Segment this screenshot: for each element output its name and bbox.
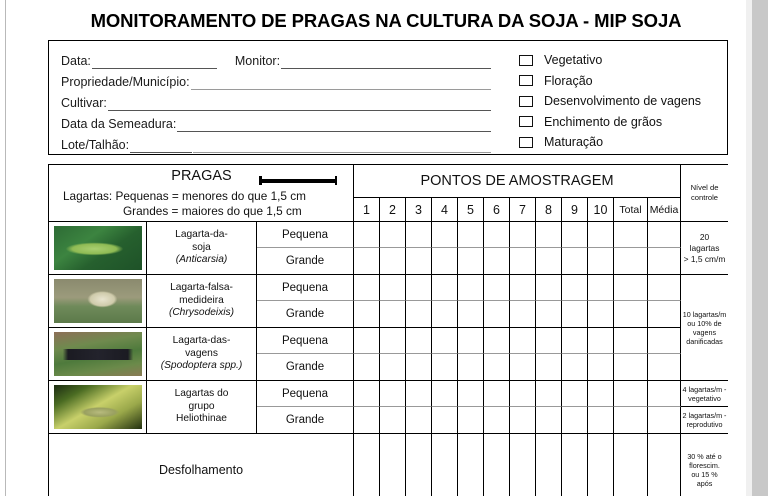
field-row-data-monitor: [61, 48, 491, 69]
input-propriedade-municipio[interactable]: [191, 77, 491, 90]
input-cell-total[interactable]: [614, 275, 648, 301]
input-cell[interactable]: [432, 381, 458, 407]
input-cell[interactable]: [406, 222, 432, 248]
col-header-9: 9: [562, 198, 588, 222]
input-cell[interactable]: [536, 275, 562, 301]
col-header-media: Média: [648, 198, 681, 222]
input-cell-total[interactable]: [614, 381, 648, 407]
control-level-line: 30 % até o: [687, 451, 722, 461]
label-lote-talhao: Lote/Talhão:: [61, 138, 130, 152]
input-monitor[interactable]: [281, 56, 491, 69]
input-cell[interactable]: [406, 354, 432, 381]
control-level-line: 20: [699, 231, 710, 242]
table-row-name-chrysodeixis: [147, 275, 257, 328]
input-cell[interactable]: [354, 354, 380, 381]
input-cell[interactable]: [536, 328, 562, 354]
input-cell[interactable]: [536, 434, 562, 496]
caterpillar-size-legend: [63, 189, 348, 218]
input-cell[interactable]: [484, 434, 510, 496]
input-cell-media[interactable]: [648, 434, 681, 496]
table-row-photo-spodoptera: [49, 328, 147, 381]
input-cell[interactable]: [562, 222, 588, 248]
header-nivel-controle: Nível de controle: [681, 165, 728, 222]
input-data[interactable]: [92, 56, 217, 69]
anticarsia-caterpillar-photo: [54, 226, 142, 270]
input-cell[interactable]: [510, 248, 536, 275]
input-cell[interactable]: [380, 328, 406, 354]
input-cell[interactable]: [562, 381, 588, 407]
pest-name-line-2: soja: [192, 241, 211, 253]
growth-stage-checklist: [519, 50, 724, 153]
input-cell[interactable]: [380, 248, 406, 275]
input-cell[interactable]: [588, 434, 614, 496]
heliothinae-caterpillar-photo: [54, 385, 142, 429]
input-cell[interactable]: [380, 407, 406, 434]
input-cell[interactable]: [588, 407, 614, 434]
input-cell[interactable]: [562, 248, 588, 275]
input-cell[interactable]: [354, 381, 380, 407]
input-cell[interactable]: [406, 275, 432, 301]
field-row-propriedade: [61, 69, 491, 90]
input-cell[interactable]: [510, 301, 536, 328]
input-cell[interactable]: [588, 222, 614, 248]
input-cell[interactable]: [562, 354, 588, 381]
table-row-photo-anticarsia: [49, 222, 147, 275]
input-cell[interactable]: [484, 354, 510, 381]
input-cell[interactable]: [588, 328, 614, 354]
input-cell[interactable]: [406, 381, 432, 407]
checkbox-floracao[interactable]: [519, 75, 533, 86]
label-data: Data:: [61, 54, 91, 68]
control-level-line: reprodutivo: [686, 420, 723, 429]
input-cell[interactable]: [458, 381, 484, 407]
input-cell[interactable]: [354, 275, 380, 301]
pest-name-line-2: grupo: [188, 400, 215, 412]
input-cell[interactable]: [562, 275, 588, 301]
control-level-line: danificadas: [686, 336, 723, 346]
pest-name-line-2: vagens: [185, 347, 218, 359]
input-cell[interactable]: [588, 301, 614, 328]
stage-item-desenvolvimento-vagens[interactable]: [519, 91, 724, 112]
row-label-desfolhamento: Desfolhamento: [49, 434, 354, 496]
header-pontos-amostragem: PONTOS DE AMOSTRAGEM: [354, 165, 681, 198]
control-level-line: 2 lagartas/m -: [682, 411, 727, 420]
input-cell[interactable]: [484, 301, 510, 328]
input-cell[interactable]: [406, 434, 432, 496]
input-data-semeadura[interactable]: [177, 119, 491, 132]
pest-name-line-3: Heliothinae: [176, 413, 227, 425]
control-level-heliothinae-vegetativo: [681, 381, 728, 407]
input-cell[interactable]: [484, 222, 510, 248]
input-cell[interactable]: [484, 275, 510, 301]
monitoring-table: [48, 164, 728, 496]
input-cell[interactable]: [458, 222, 484, 248]
input-cell[interactable]: [354, 407, 380, 434]
header-pragas: [49, 165, 354, 222]
input-cell[interactable]: [380, 275, 406, 301]
control-level-anticarsia: [681, 222, 728, 275]
control-level-line: > 1,5 cm/m: [683, 253, 726, 264]
checkbox-enchimento-graos[interactable]: [519, 116, 533, 127]
col-header-3: 3: [406, 198, 432, 222]
input-cell[interactable]: [510, 275, 536, 301]
control-level-desfolhamento: [681, 434, 728, 496]
legend-line-small: Lagartas: Pequenas = menores do que 1,5 cm: [63, 189, 306, 203]
col-header-2: 2: [380, 198, 406, 222]
input-cell[interactable]: [458, 354, 484, 381]
control-level-line: ou 10% de: [687, 318, 722, 328]
table-row-name-anticarsia: [147, 222, 257, 275]
input-cell[interactable]: [354, 222, 380, 248]
input-cell[interactable]: [406, 301, 432, 328]
input-lote-talhao[interactable]: [130, 140, 192, 153]
pest-name-line-1: Lagarta-da-: [175, 229, 228, 241]
col-header-5: 5: [458, 198, 484, 222]
page-title: MONITORAMENTO DE PRAGAS NA CULTURA DA SOJA - MIP SOJA: [90, 10, 682, 31]
col-header-10: 10: [588, 198, 614, 222]
checkbox-maturacao[interactable]: [519, 137, 533, 148]
control-level-line: 4 lagartas/m -: [682, 384, 727, 394]
input-cell[interactable]: [406, 407, 432, 434]
pest-scientific-name: (Spodoptera spp.): [160, 360, 243, 372]
input-cell[interactable]: [380, 354, 406, 381]
input-cell-total[interactable]: [614, 301, 648, 328]
input-cell[interactable]: [536, 381, 562, 407]
col-header-6: 6: [484, 198, 510, 222]
input-cell-total[interactable]: [614, 328, 648, 354]
input-cell[interactable]: [562, 407, 588, 434]
input-cell[interactable]: [458, 407, 484, 434]
table-row-photo-heliothinae: [49, 381, 147, 434]
input-cell[interactable]: [562, 328, 588, 354]
control-level-spodoptera: [681, 275, 728, 381]
input-cell[interactable]: [432, 328, 458, 354]
input-cell-media[interactable]: [648, 354, 681, 381]
input-cultivar[interactable]: [108, 98, 491, 111]
input-cell[interactable]: [536, 354, 562, 381]
spodoptera-caterpillar-photo: [54, 332, 142, 376]
pest-name-line-1: Lagartas do: [174, 388, 229, 400]
identification-fields: [61, 48, 491, 153]
field-row-cultivar: [61, 90, 491, 111]
input-cell[interactable]: [432, 407, 458, 434]
input-cell[interactable]: [536, 222, 562, 248]
input-cell[interactable]: [406, 248, 432, 275]
input-cell[interactable]: [484, 248, 510, 275]
input-cell[interactable]: [354, 248, 380, 275]
stage-label-maturacao: Maturação: [544, 135, 604, 150]
col-header-total: Total: [614, 198, 648, 222]
stage-label-desenvolvimento-vagens: Desenvolvimento de vagens: [544, 94, 702, 109]
input-cell[interactable]: [354, 434, 380, 496]
field-row-data-semeadura: [61, 111, 491, 132]
input-cell-media[interactable]: [648, 248, 681, 275]
stage-item-floracao[interactable]: [519, 71, 724, 92]
scale-bar-icon: [259, 176, 337, 185]
input-cell[interactable]: [432, 434, 458, 496]
input-cell[interactable]: [432, 354, 458, 381]
input-cell-media[interactable]: [648, 328, 681, 354]
input-cell[interactable]: [484, 328, 510, 354]
input-cell-media[interactable]: [648, 275, 681, 301]
input-cell[interactable]: [354, 301, 380, 328]
page-right-gutter-inner: [746, 0, 752, 496]
input-cell[interactable]: [510, 328, 536, 354]
size-label-anticarsia-large: Grande: [257, 248, 354, 275]
legend-line-large: Grandes = maiores do que 1,5 cm: [123, 203, 302, 218]
input-cell[interactable]: [536, 248, 562, 275]
input-cell[interactable]: [484, 381, 510, 407]
form-sheet: [30, 0, 742, 496]
size-label-heliothinae-large: Grande: [257, 407, 354, 434]
input-cell[interactable]: [588, 381, 614, 407]
input-cell[interactable]: [536, 407, 562, 434]
pest-scientific-name: (Anticarsia): [175, 254, 228, 266]
input-cell[interactable]: [458, 434, 484, 496]
col-header-1: 1: [354, 198, 380, 222]
input-cell-total[interactable]: [614, 354, 648, 381]
col-header-7: 7: [510, 198, 536, 222]
input-cell[interactable]: [380, 381, 406, 407]
input-cell-total[interactable]: [614, 434, 648, 496]
input-cell[interactable]: [510, 407, 536, 434]
input-cell-total[interactable]: [614, 248, 648, 275]
input-cell[interactable]: [458, 328, 484, 354]
input-cell[interactable]: [406, 328, 432, 354]
label-monitor: Monitor:: [234, 54, 281, 68]
stage-label-floracao: Floração: [544, 73, 593, 88]
size-label-chrysodeixis-large: Grande: [257, 301, 354, 328]
input-cell[interactable]: [562, 434, 588, 496]
input-cell[interactable]: [432, 275, 458, 301]
input-cell-media[interactable]: [648, 381, 681, 407]
input-cell[interactable]: [354, 328, 380, 354]
pest-name-line-1: Lagarta-falsa-: [170, 282, 233, 294]
control-level-heliothinae-reprodutivo: [681, 407, 728, 434]
control-level-line: florescim.: [689, 460, 720, 470]
input-cell[interactable]: [510, 354, 536, 381]
size-label-anticarsia-small: Pequena: [257, 222, 354, 248]
checkbox-desenvolvimento-vagens[interactable]: [519, 96, 533, 107]
input-cell[interactable]: [536, 301, 562, 328]
input-cell[interactable]: [380, 222, 406, 248]
field-row-lote-talhao: [61, 132, 491, 153]
pest-name-line-1: Lagarta-das-: [172, 335, 231, 347]
control-level-line: vagens: [692, 327, 717, 337]
table-row-name-heliothinae: [147, 381, 257, 434]
input-cell[interactable]: [510, 381, 536, 407]
input-cell[interactable]: [432, 222, 458, 248]
stage-label-vegetativo: Vegetativo: [544, 53, 603, 68]
control-level-line: lagartas: [689, 242, 720, 253]
table-row-name-spodoptera: [147, 328, 257, 381]
input-cell[interactable]: [432, 301, 458, 328]
col-header-8: 8: [536, 198, 562, 222]
input-cell[interactable]: [484, 407, 510, 434]
input-cell[interactable]: [562, 301, 588, 328]
label-cultivar: Cultivar:: [61, 96, 107, 110]
input-cell-total[interactable]: [614, 407, 648, 434]
input-cell-media[interactable]: [648, 222, 681, 248]
input-cell[interactable]: [510, 434, 536, 496]
input-cell-total[interactable]: [614, 222, 648, 248]
input-cell-media[interactable]: [648, 407, 681, 434]
label-propriedade-municipio: Propriedade/Município:: [61, 75, 190, 89]
size-label-heliothinae-small: Pequena: [257, 381, 354, 407]
identification-box: [48, 40, 728, 155]
chrysodeixis-caterpillar-photo: [54, 279, 142, 323]
control-level-line: ou 15 %: [691, 469, 718, 479]
header-pragas-label: PRAGAS: [171, 168, 232, 184]
input-cell[interactable]: [380, 434, 406, 496]
input-cell[interactable]: [458, 301, 484, 328]
input-lote-talhao-cont[interactable]: [193, 140, 491, 153]
stage-item-enchimento-graos[interactable]: [519, 112, 724, 133]
size-label-chrysodeixis-small: Pequena: [257, 275, 354, 301]
input-cell[interactable]: [588, 354, 614, 381]
input-cell[interactable]: [458, 248, 484, 275]
input-cell[interactable]: [510, 222, 536, 248]
input-cell[interactable]: [458, 275, 484, 301]
checkbox-vegetativo[interactable]: [519, 55, 533, 66]
input-cell[interactable]: [588, 275, 614, 301]
pest-name-line-2: medideira: [179, 294, 224, 306]
input-cell[interactable]: [380, 301, 406, 328]
control-level-line: 10 lagartas/m: [682, 309, 727, 319]
label-data-semeadura: Data da Semeadura:: [61, 117, 177, 131]
control-level-line: vegetativo: [688, 393, 721, 403]
input-cell-media[interactable]: [648, 301, 681, 328]
stage-label-enchimento-graos: Enchimento de grãos: [544, 114, 663, 129]
stage-item-vegetativo[interactable]: [519, 50, 724, 71]
page-left-rule: [5, 0, 6, 496]
size-label-spodoptera-small: Pequena: [257, 328, 354, 354]
stage-item-maturacao[interactable]: [519, 132, 724, 153]
pest-scientific-name: (Chrysodeixis): [168, 307, 235, 319]
table-row-photo-chrysodeixis: [49, 275, 147, 328]
col-header-4: 4: [432, 198, 458, 222]
input-cell[interactable]: [432, 248, 458, 275]
control-level-line: após: [696, 478, 713, 488]
input-cell[interactable]: [588, 248, 614, 275]
size-label-spodoptera-large: Grande: [257, 354, 354, 381]
